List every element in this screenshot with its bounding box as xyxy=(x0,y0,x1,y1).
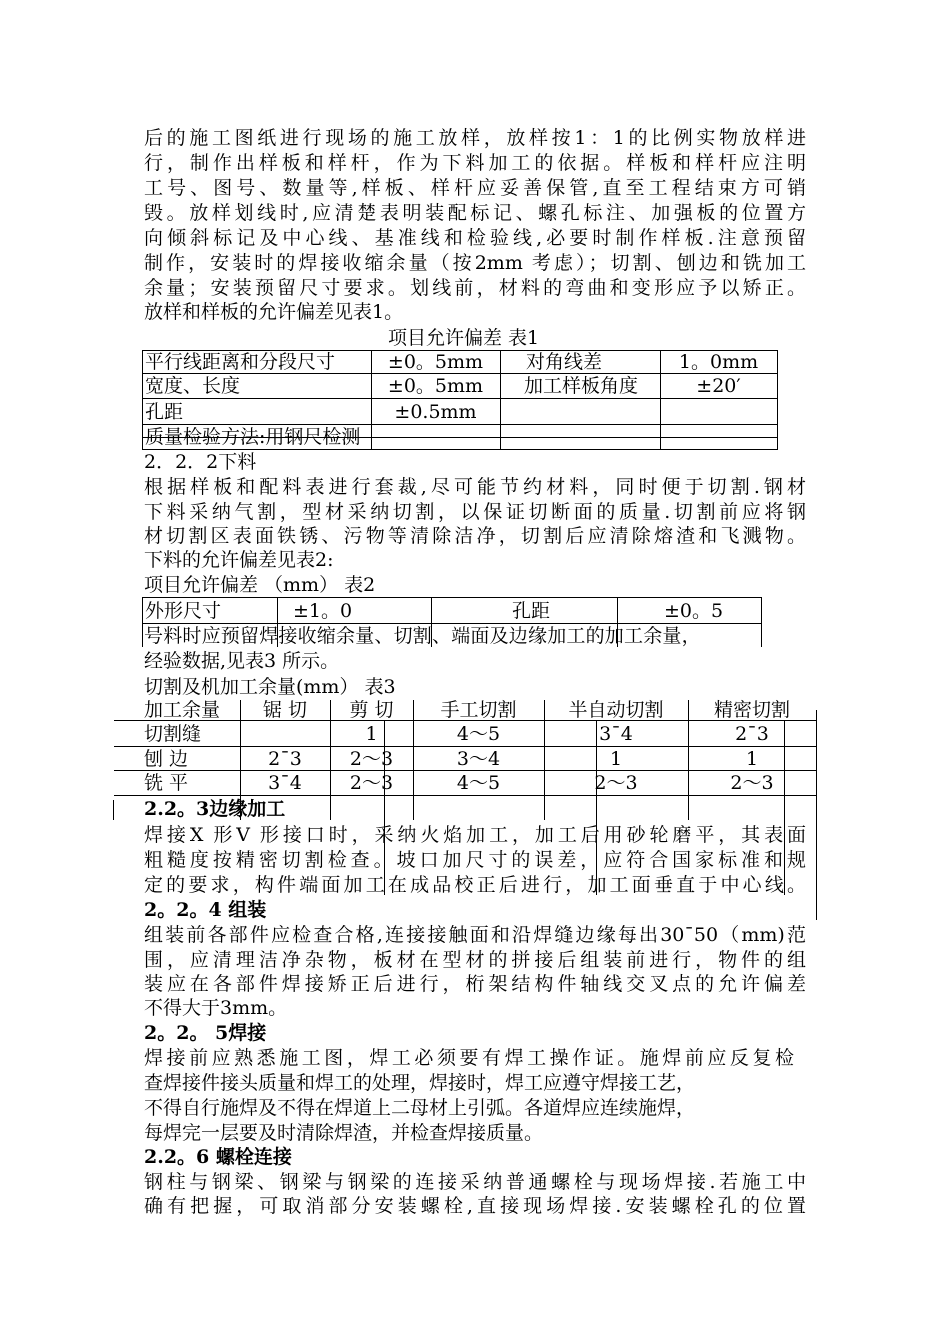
table-cell: 3¯4 xyxy=(599,723,633,745)
table-cell: 2¯3 xyxy=(735,723,769,745)
text-line: 放样和样板的允许偏差见表1。 xyxy=(144,301,404,323)
table-cell: 4～5 xyxy=(456,772,501,794)
table-cell: 切割缝 xyxy=(144,723,202,745)
text-line: 经验数据,见表3 所示。 xyxy=(144,650,340,672)
table-cell: 孔距 xyxy=(512,600,551,622)
table-cell: 2¯3 xyxy=(268,748,302,770)
table-cell: 1 xyxy=(609,748,623,770)
table-cell: ±0。5 xyxy=(664,600,724,622)
table-cell: 外形尺寸 xyxy=(145,600,222,622)
table-cell: 4～5 xyxy=(456,723,501,745)
text-line: 余量；安装预留尺寸要求。划线前，材料的弯曲和变形应予以矫正。 xyxy=(144,277,806,299)
text-line: 号料时应预留焊接收缩余量、切割、端面及边缘加工的加工余量， xyxy=(144,625,701,647)
text-line: 确有把握，可取消部分安装螺栓,直接现场焊接.安装螺栓孔的位置 xyxy=(144,1195,806,1217)
table-header-cell: 加工余量 xyxy=(144,699,221,721)
text-line: 组装前各部件应检查合格,连接接触面和沿焊缝边缘每出30¯50（mm)范 xyxy=(144,924,806,946)
table-header-cell: 精密切割 xyxy=(713,699,790,721)
text-line: 焊接前应熟悉施工图，焊工必须要有焊工操作证。施焊前应反复检 xyxy=(144,1047,794,1069)
table-cell: 2～3 xyxy=(349,772,394,794)
text-line: 向倾斜标记及中心线、基准线和检验线,必要时制作样板.注意预留 xyxy=(144,227,806,249)
table-cell: 孔距 xyxy=(145,401,184,423)
text-line: 粗糙度按精密切割检查。坡口加尺寸的误差，应符合国家标准和规 xyxy=(144,849,806,871)
table-cell: ±0.5mm xyxy=(394,401,477,423)
table-cell: 2～3 xyxy=(349,748,394,770)
table-header-cell: 半自动切割 xyxy=(568,699,664,721)
text-line: 下料采纳气割，型材采纳切割，以保证切断面的质量.切割前应将钢 xyxy=(144,501,806,523)
text-line: 不得大于3mm。 xyxy=(144,997,288,1019)
table-cell: ±1。0 xyxy=(293,600,353,622)
table-cell: 刨 边 xyxy=(144,748,189,770)
table-2-caption: 项目允许偏差 （mm） 表2 xyxy=(144,574,376,596)
table-header-cell: 锯 切 xyxy=(262,699,308,721)
table-header-cell: 手工切割 xyxy=(440,699,517,721)
text-line: 工号、图号、数量等,样板、样杆应妥善保管,直至工程结束方可销 xyxy=(144,177,806,199)
table-cell: 1。0mm xyxy=(678,351,759,373)
text-line: 钢柱与钢梁、钢梁与钢梁的连接采纳普通螺栓与现场焊接.若施工中 xyxy=(144,1171,806,1193)
table-cell: ±20′ xyxy=(696,375,741,397)
text-line: 后的施工图纸进行现场的施工放样，放样按1：1的比例实物放样进 xyxy=(144,127,806,149)
table-cell: 2～3 xyxy=(594,772,638,794)
text-line: 材切割区表面铁锈、污物等清除洁净，切割后应清除熔渣和飞溅物。 xyxy=(144,525,806,547)
section-heading: 2。2。4 组装 xyxy=(144,899,267,921)
table-cell: 2～3 xyxy=(730,772,774,794)
table-cell: 3～4 xyxy=(456,748,501,770)
text-line: 围，应清理洁净杂物，板材在型材的拼接后组装前进行，物件的组 xyxy=(144,949,806,971)
table-cell: 1 xyxy=(365,723,378,745)
text-line: 下料的允许偏差见表2: xyxy=(144,549,334,571)
table-cell: ±0。5mm xyxy=(387,351,484,373)
text-line: 不得自行施焊及不得在焊道上二母材上引弧。各道焊应连续施焊， xyxy=(144,1097,696,1119)
table-cell: 1 xyxy=(745,748,759,770)
table-header-cell: 剪 切 xyxy=(349,699,394,721)
table-1-method: 质量检验方法:用钢尺检测 xyxy=(145,426,361,448)
section-heading: 2．2．2下料 xyxy=(144,451,257,473)
text-line: 定的要求，构件端面加工在成品校正后进行，加工面垂直于中心线。 xyxy=(144,874,806,896)
text-line: 装应在各部件焊接矫正后进行，桁架结构件轴线交叉点的允许偏差 xyxy=(144,973,806,995)
section-heading: 2。2。 5焊接 xyxy=(144,1022,267,1044)
text-line: 行，制作出样板和样杆，作为下料加工的依据。样板和样杆应注明 xyxy=(144,152,806,174)
section-heading: 2.2。6 螺栓连接 xyxy=(144,1146,292,1168)
text-line: 毁。放样划线时,应清楚表明装配标记、螺孔标注、加强板的位置方 xyxy=(144,202,806,224)
text-line: 查焊接件接头质量和焊工的处理，焊接时，焊工应遵守焊接工艺， xyxy=(144,1072,696,1094)
table-cell: 3¯4 xyxy=(268,772,302,794)
table-cell: ±0。5mm xyxy=(387,375,484,397)
table-cell: 加工样板角度 xyxy=(524,375,639,397)
table-1-caption: 项目允许偏差 表1 xyxy=(388,327,540,349)
table-cell: 铣 平 xyxy=(144,772,189,794)
text-line: 每焊完一层要及时清除焊渣，并检查焊接质量。 xyxy=(144,1122,544,1144)
table-cell: 宽度、长度 xyxy=(145,375,241,397)
table-cell: 平行线距离和分段尺寸 xyxy=(145,351,336,373)
text-line: 根据样板和配料表进行套裁,尽可能节约材料，同时便于切割.钢材 xyxy=(144,476,806,498)
table-cell: 对角线差 xyxy=(526,351,603,373)
text-line: 焊接X 形V 形接口时，采纳火焰加工，加工后用砂轮磨平，其表面 xyxy=(144,824,806,846)
table-3-caption: 切割及机加工余量(mm） 表3 xyxy=(144,676,396,698)
section-heading: 2.2。3边缘加工 xyxy=(144,798,286,820)
text-line: 制作，安装时的焊接收缩余量（按2mm 考虑）；切割、刨边和铣加工 xyxy=(144,252,806,274)
